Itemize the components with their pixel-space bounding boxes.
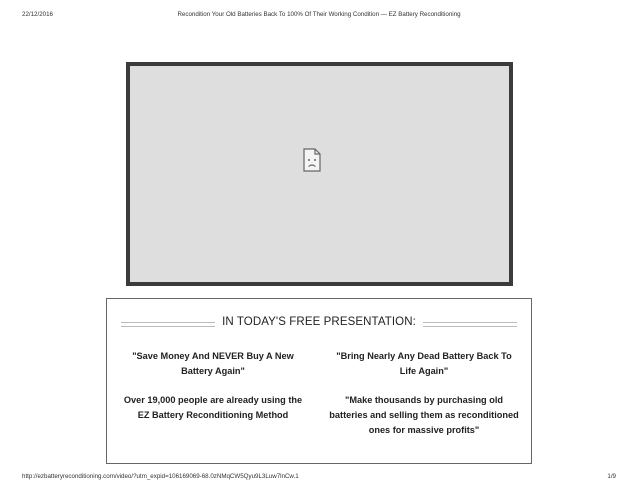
presentation-point: "Save Money And NEVER Buy A New Battery Again" [132, 351, 294, 376]
presentation-point: "Bring Nearly Any Dead Battery Back To Life Again" [336, 351, 512, 376]
print-header [0, 11, 638, 23]
print-date: 22/12/2016 [22, 11, 53, 18]
presentation-box [106, 298, 532, 464]
video-embed[interactable] [126, 62, 513, 286]
presentation-point: "Make thousands by purchasing old batteries and selling them as reconditioned ones for massive profits" [329, 395, 519, 435]
broken-page-icon [302, 148, 322, 172]
heading-rule-right [423, 322, 517, 327]
print-page-number: 1/9 [607, 473, 616, 480]
presentation-heading [107, 316, 531, 332]
print-page-title: Recondition Your Old Batteries Back To 100% Of Their Working Condition — EZ Battery Reconditioning [177, 11, 461, 18]
print-footer [0, 473, 638, 485]
print-url: http://ezbatteryreconditioning.com/video/?utm_expid=106169069-68.0zNMqCW5Qyu9L3Luw7lnCw.1 [22, 473, 299, 480]
presentation-heading-text: IN TODAY'S FREE PRESENTATION: [222, 316, 416, 328]
presentation-point: Over 19,000 people are already using the EZ Battery Reconditioning Method [123, 395, 303, 420]
